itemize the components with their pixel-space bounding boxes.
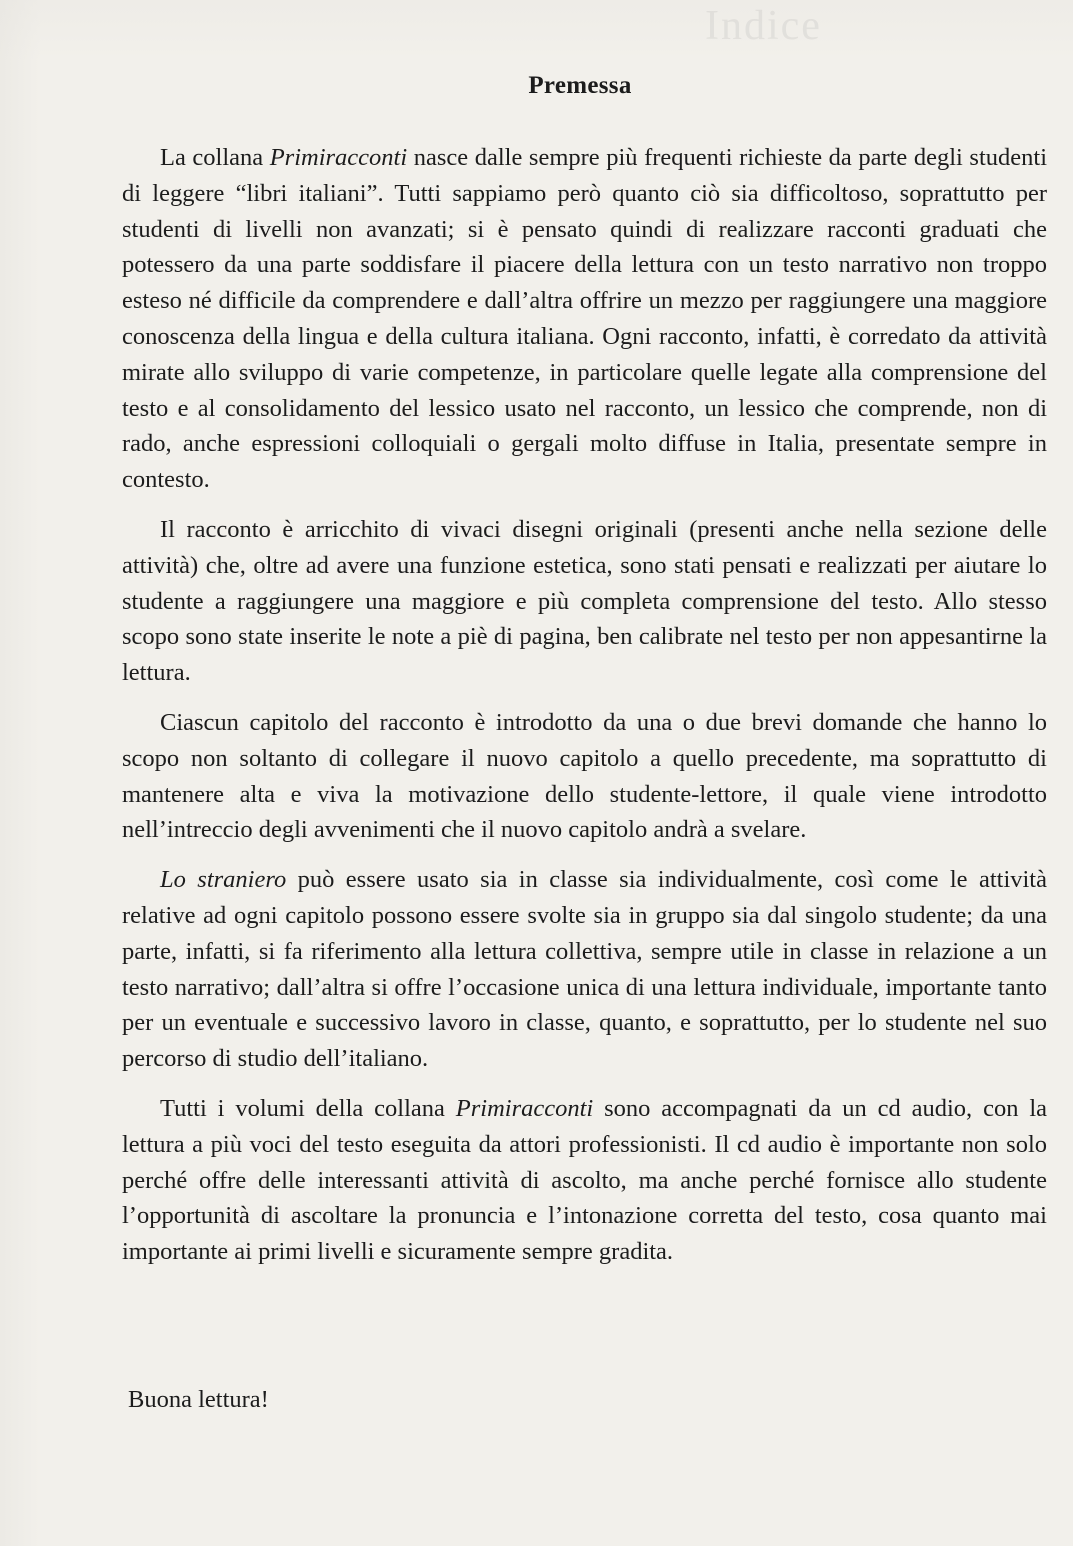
- body-text: [122, 140, 1047, 1284]
- page-title: Premessa: [528, 72, 632, 99]
- paragraph-segment: sono accompagnati da un cd audio, con la lettura a più voci del testo eseguita da attori professionisti. Il cd audio è importante non solo perché offre delle interessanti attività di ascolto, ma anche perché fornisce allo studente l’opportunità di ascoltare la pronuncia e l’intonazione corretta del testo, cosa quanto mai importante ai primi livelli e sicuramente sempre gradita.: [122, 1094, 1048, 1266]
- series-title-italic: Primiracconti: [455, 1094, 594, 1122]
- paragraph-1: [122, 140, 1047, 498]
- closing-line: Buona lettura!: [128, 1386, 269, 1413]
- paragraph-2: [122, 512, 1047, 691]
- paragraph-5: [122, 1091, 1047, 1270]
- paragraph-3: [122, 705, 1047, 848]
- paragraph-segment: La collana: [160, 144, 270, 171]
- paragraph-4: [122, 862, 1047, 1077]
- series-title-italic: Primiracconti: [269, 144, 408, 171]
- paragraph-segment: nasce dalle sempre più frequenti richieste da parte degli studenti di leggere “libri italiani”. Tutti sappiamo però quanto ciò sia difficoltoso, soprattutto per studenti di livelli non avanzati; si è pensato quindi di realizzare racconti graduati che potessero da una parte soddisfare il piacere della lettura con un testo narrativo non troppo esteso né difficile da comprendere e dall’altra offrire un mezzo per raggiungere una maggiore conoscenza della lingua e della cultura italiana. Ogni racconto, infatti, è corredato da attività mirate allo sviluppo di varie competenze, in particolare quelle legate alla comprensione del testo e al consolidamento del lessico usato nel racconto, un lessico che comprende, non di rado, anche espressioni colloquiali o gergali molto diffuse in Italia, presentate sempre in contesto.: [122, 144, 1047, 494]
- paragraph-segment: Ciascun capitolo del racconto è introdotto da una o due brevi domande che hanno lo scopo non soltanto di collegare il nuovo capitolo a quello precedente, ma soprattutto di mantenere alta e viva la motivazione dello studente-lettore, il quale viene introdotto nell’intreccio degli avvenimenti che il nuovo capitolo andrà a svelare.: [122, 708, 1047, 844]
- paragraph-segment: può essere usato sia in classe sia individualmente, così come le attività relative ad ogni capitolo possono essere svolte sia in gruppo sia dal singolo studente; da una parte, infatti, si fa riferimento alla lettura collettiva, sempre utile in classe in relazione a un testo narrativo; dall’altra si offre l’occasione unica di una lettura individuale, importante tanto per un eventuale e successivo lavoro in classe, quanto, e soprattutto, per lo studente nel suo percorso di studio dell’italiano.: [122, 866, 1047, 1073]
- bleed-through-text: Indice: [705, 3, 822, 49]
- paragraph-segment: Il racconto è arricchito di vivaci disegni originali (presenti anche nella sezione delle attività) che, oltre ad avere una funzione estetica, sono stati pensati e realizzati per aiutare lo studente a raggiungere una maggiore e più completa comprensione del testo. Allo stesso scopo sono state inserite le note a piè di pagina, ben calibrate nel testo per non appesantirne la lettura.: [122, 515, 1047, 687]
- paragraph-segment: Tutti i volumi della collana: [160, 1094, 456, 1122]
- book-title-italic: Lo straniero: [160, 866, 287, 894]
